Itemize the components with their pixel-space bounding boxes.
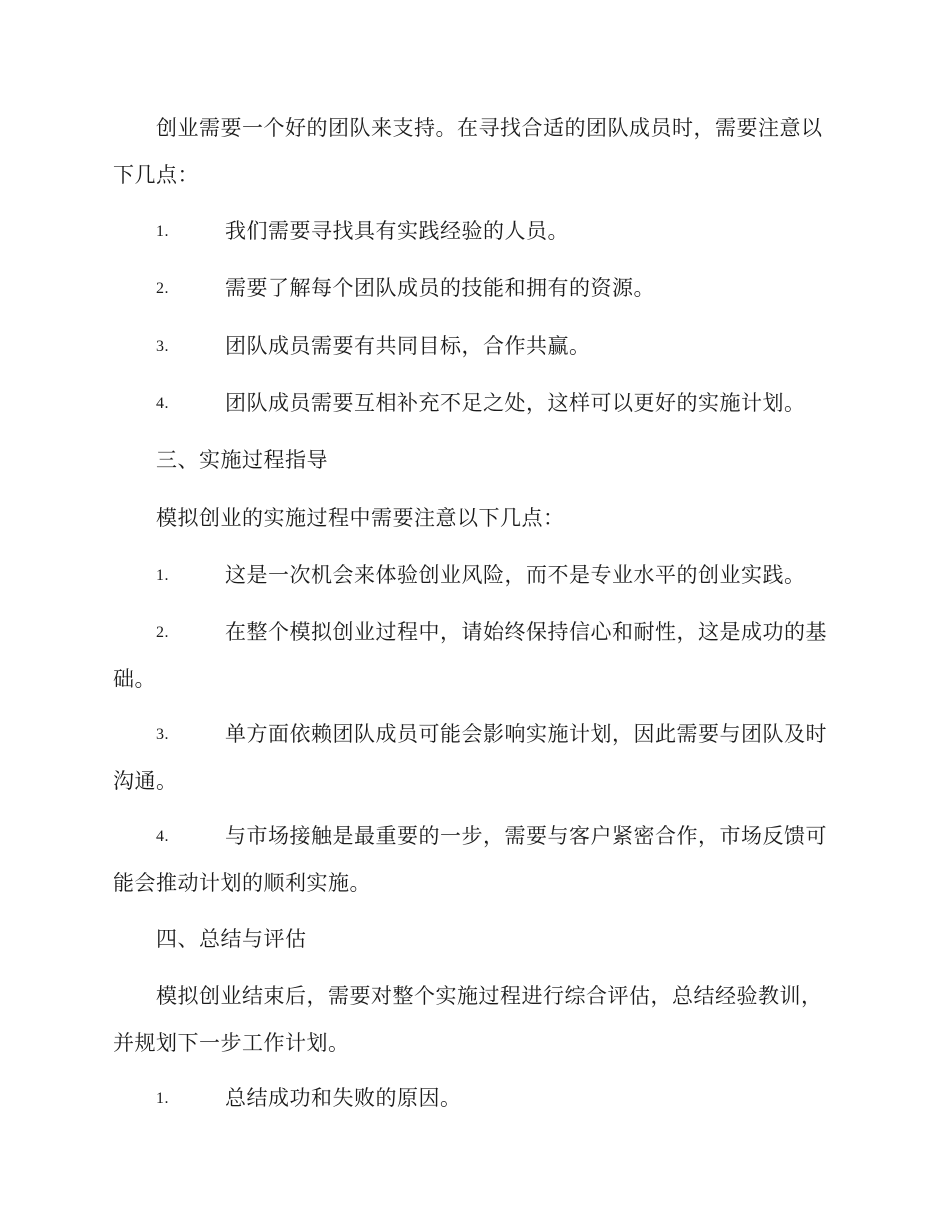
list-item-number: 1. xyxy=(156,567,169,584)
list-item xyxy=(113,813,835,907)
list-item-number: 2. xyxy=(156,280,169,297)
list-item xyxy=(113,208,835,255)
list-item-text: 我们需要寻找具有实践经验的人员。 xyxy=(225,219,569,243)
list-item-number: 4. xyxy=(156,395,169,412)
list-item-text: 需要了解每个团队成员的技能和拥有的资源。 xyxy=(225,276,655,300)
list-item-text: 单方面依赖团队成员可能会影响实施计划，因此需要与团队及时沟通。 xyxy=(113,722,827,793)
list-item xyxy=(113,265,835,312)
list-item xyxy=(113,380,835,427)
list-item-number: 3. xyxy=(156,338,169,355)
list-item xyxy=(113,609,835,703)
list-item-number: 2. xyxy=(156,624,169,641)
list-item xyxy=(113,323,835,370)
list-item-text: 在整个模拟创业过程中，请始终保持信心和耐性，这是成功的基础。 xyxy=(113,620,827,691)
intro-paragraph: 创业需要一个好的团队来支持。在寻找合适的团队成员时，需要注意以下几点： xyxy=(113,116,823,187)
section-intro: 模拟创业的实施过程中需要注意以下几点： xyxy=(156,506,565,530)
list-item-text: 总结成功和失败的原因。 xyxy=(225,1086,462,1110)
list-item-text: 这是一次机会来体验创业风险，而不是专业水平的创业实践。 xyxy=(225,563,806,587)
list-item-text: 团队成员需要互相补充不足之处，这样可以更好的实施计划。 xyxy=(225,391,806,415)
section-heading: 三、实施过程指导 xyxy=(156,448,328,472)
list-item-number: 3. xyxy=(156,726,169,743)
section-intro: 模拟创业结束后，需要对整个实施过程进行综合评估，总结经验教训，并规划下一步工作计划。 xyxy=(113,984,823,1055)
list-item-text: 与市场接触是最重要的一步，需要与客户紧密合作，市场反馈可能会推动计划的顺利实施。 xyxy=(113,824,827,895)
list-item-text: 团队成员需要有共同目标，合作共赢。 xyxy=(225,334,591,358)
section-heading: 四、总结与评估 xyxy=(156,927,307,951)
list-item-number: 4. xyxy=(156,828,169,845)
list-item-number: 1. xyxy=(156,223,169,240)
list-item-number: 1. xyxy=(156,1090,169,1107)
list-item xyxy=(113,711,835,805)
list-item xyxy=(113,552,835,599)
list-item xyxy=(113,1075,835,1122)
